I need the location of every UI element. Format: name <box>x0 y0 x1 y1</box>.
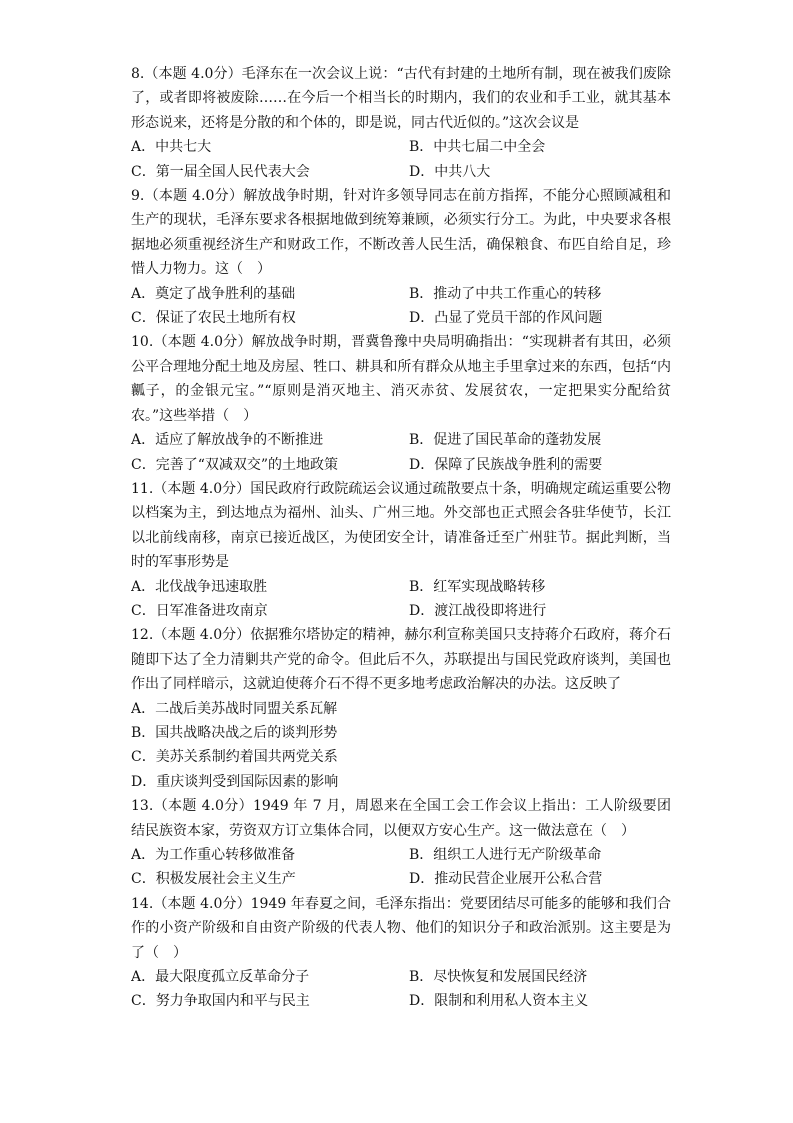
option-d: D．中共八大 <box>409 163 491 180</box>
question-10 <box>131 330 671 476</box>
option-b: B．促进了国民革命的蓬勃发展 <box>409 432 602 449</box>
option-a: A．中共七大 <box>131 139 212 156</box>
option-c: C．美苏关系制约着国共两党关系 <box>131 749 338 766</box>
option-b: B．红军实现战略转移 <box>409 578 546 595</box>
option-b: B．尽快恢复和发展国民经济 <box>409 969 588 986</box>
options-grid <box>131 282 671 331</box>
questions-list <box>131 62 671 1014</box>
option-a: A．适应了解放战争的不断推进 <box>131 432 324 449</box>
option-c: C．第一届全国人民代表大会 <box>131 163 310 180</box>
option-b: B．国共战略决战之后的谈判形势 <box>131 724 338 741</box>
question-13 <box>131 794 671 892</box>
question-14 <box>131 892 671 1014</box>
option-c: C．积极发展社会主义生产 <box>131 871 296 888</box>
option-d: D．推动民营企业展开公私合营 <box>409 871 603 888</box>
option-c: C．完善了“双减双交”的土地政策 <box>131 456 339 473</box>
options-list <box>131 697 671 795</box>
options-grid <box>131 428 671 477</box>
option-c: C．努力争取国内和平与民主 <box>131 993 310 1010</box>
question-stem: 11.（本题 4.0分）国民政府行政院疏运会议通过疏散要点十条，明确规定疏运重要公物以档案为主，到达地点为福州、汕头、广州三地。外交部也正式照会各驻华使节，长江以北前线南移，南京已接近战区，为使团安全计，请准备迁至广州驻节。据此判断，当时的军事形势是 <box>131 480 671 571</box>
option-d: D．重庆谈判受到国际因素的影响 <box>131 773 339 790</box>
option-b: B．中共七届二中全会 <box>409 139 546 156</box>
question-8 <box>131 62 671 184</box>
options-grid <box>131 135 671 184</box>
option-c: C．日军准备进攻南京 <box>131 602 268 619</box>
option-a: A．北伐战争迅速取胜 <box>131 578 268 595</box>
option-a: A．最大限度孤立反革命分子 <box>131 969 310 986</box>
question-12 <box>131 623 671 794</box>
option-d: D．渡江战役即将进行 <box>409 602 547 619</box>
option-d: D．保障了民族战争胜利的需要 <box>409 456 603 473</box>
option-b: B．推动了中共工作重心的转移 <box>409 285 602 302</box>
option-b: B．组织工人进行无产阶级革命 <box>409 847 602 863</box>
option-a: A．为工作重心转移做准备 <box>131 847 296 863</box>
question-9 <box>131 184 671 330</box>
question-stem: 14.（本题 4.0分）1949 年春夏之间，毛泽东指出：党要团结尽可能多的能够和我们合作的小资产阶级和自由资产阶级的代表人物、他们的知识分子和政治派别。这主要是为了（ ） <box>131 895 671 961</box>
option-d: D．凸显了党员干部的作风问题 <box>409 310 603 327</box>
options-grid <box>131 575 671 624</box>
options-grid <box>131 843 671 892</box>
question-stem: 8.（本题 4.0分）毛泽东在一次会议上说：“古代有封建的土地所有制，现在被我们废除了，或者即将被废除……在今后一个相当长的时期内，我们的农业和手工业，就其基本形态说来，还将是分散的和个体的，即是说，同古代近似的。”这次会议是 <box>131 66 671 131</box>
option-c: C．保证了农民土地所有权 <box>131 310 296 327</box>
question-stem: 9.（本题 4.0分）解放战争时期，针对许多领导同志在前方指挥，不能分心照顾减租和生产的现状，毛泽东要求各根据地做到统筹兼顾，必须实行分工。为此，中央要求各根据地必须重视经济生产和财政工作，不断改善人民生活，确保粮食、布匹自给自足，珍惜人力物力。这（ ） <box>131 188 671 278</box>
option-a: A．二战后美苏战时同盟关系瓦解 <box>131 700 338 717</box>
options-grid <box>131 965 671 1014</box>
question-stem: 10.（本题 4.0分）解放战争时期，晋冀鲁豫中央局明确指出：“实现耕者有其田，必须公平合理地分配土地及房屋、牲口、耕具和所有群众从地主手里拿过来的东西，包括“内瓤子，的金银元宝。”“原则是消灭地主、消灭赤贫、发展贫农，一定把果实分配给贫农。”这些举措（ ） <box>131 334 671 424</box>
question-stem: 12.（本题 4.0分）依据雅尔塔协定的精神，赫尔利宣称美国只支持蒋介石政府，蒋介石随即下达了全力清剿共产党的命令。但此后不久，苏联提出与国民党政府谈判，美国也作出了同样暗示，这就迫使蒋介石不得不更多地考虑政治解决的办法。这反映了 <box>131 627 671 693</box>
option-d: D．限制和利用私人资本主义 <box>409 993 589 1010</box>
question-11 <box>131 477 671 623</box>
option-a: A．奠定了战争胜利的基础 <box>131 285 296 302</box>
question-stem: 13.（本题 4.0分）1949 年 7 月，周恩来在全国工会工作会议上指出：工人阶级要团结民族资本家，劳资双方订立集体合同，以便双方安心生产。这一做法意在（ ） <box>131 798 671 839</box>
